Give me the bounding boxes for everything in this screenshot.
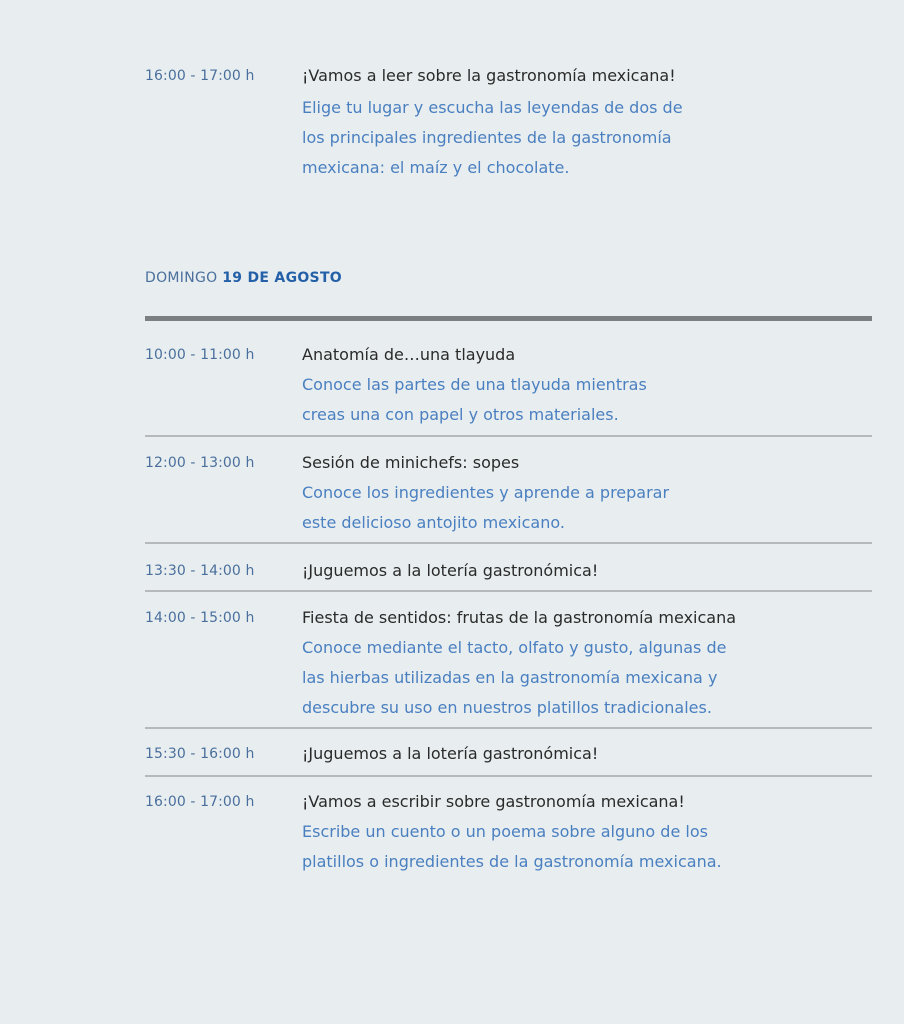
event-title: Anatomía de…una tlayuda bbox=[302, 345, 516, 364]
event-description bbox=[302, 93, 683, 183]
event-description-line: Conoce mediante el tacto, olfato y gusto, algunas de bbox=[302, 638, 727, 657]
row-divider bbox=[145, 727, 872, 729]
event-time: 10:00 - 11:00 h bbox=[145, 347, 255, 363]
event-description-line: Conoce los ingredientes y aprende a preparar bbox=[302, 483, 670, 502]
row-divider bbox=[145, 542, 872, 544]
event-time: 13:30 - 14:00 h bbox=[145, 563, 255, 579]
event-title: Sesión de minichefs: sopes bbox=[302, 453, 520, 472]
event-time: 14:00 - 15:00 h bbox=[145, 610, 255, 626]
event-description-line: Conoce las partes de una tlayuda mientras bbox=[302, 375, 647, 394]
event-description-line: Escribe un cuento o un poema sobre alguno de los bbox=[302, 822, 708, 841]
event-description-line: Elige tu lugar y escucha las leyendas de dos de bbox=[302, 98, 683, 117]
event-description-line: las hierbas utilizadas en la gastronomía mexicana y bbox=[302, 668, 718, 687]
day-divider bbox=[145, 316, 872, 321]
event-title: Fiesta de sentidos: frutas de la gastronomía mexicana bbox=[302, 608, 737, 627]
event-time: 12:00 - 13:00 h bbox=[145, 455, 255, 471]
row-divider bbox=[145, 590, 872, 592]
row-divider bbox=[145, 435, 872, 437]
day-weekday: DOMINGO bbox=[145, 270, 218, 286]
day-heading bbox=[145, 270, 342, 286]
event-description bbox=[302, 817, 722, 877]
event-title: ¡Vamos a leer sobre la gastronomía mexicana! bbox=[302, 66, 676, 85]
event-description-line: este delicioso antojito mexicano. bbox=[302, 513, 565, 532]
event-description bbox=[302, 478, 669, 538]
event-title: ¡Vamos a escribir sobre gastronomía mexicana! bbox=[302, 792, 685, 811]
event-description-line: los principales ingredientes de la gastronomía bbox=[302, 128, 672, 147]
event-description-line: creas una con papel y otros materiales. bbox=[302, 405, 619, 424]
event-title: ¡Juguemos a la lotería gastronómica! bbox=[302, 744, 599, 763]
day-date: 19 DE AGOSTO bbox=[222, 270, 342, 286]
event-time: 16:00 - 17:00 h bbox=[145, 794, 255, 810]
event-time: 16:00 - 17:00 h bbox=[145, 68, 255, 84]
event-description-line: mexicana: el maíz y el chocolate. bbox=[302, 158, 570, 177]
event-description bbox=[302, 370, 647, 430]
event-title: ¡Juguemos a la lotería gastronómica! bbox=[302, 561, 599, 580]
event-description-line: descubre su uso en nuestros platillos tradicionales. bbox=[302, 698, 712, 717]
event-time: 15:30 - 16:00 h bbox=[145, 746, 255, 762]
event-description bbox=[302, 633, 726, 723]
row-divider bbox=[145, 775, 872, 777]
event-description-line: platillos o ingredientes de la gastronomía mexicana. bbox=[302, 852, 722, 871]
